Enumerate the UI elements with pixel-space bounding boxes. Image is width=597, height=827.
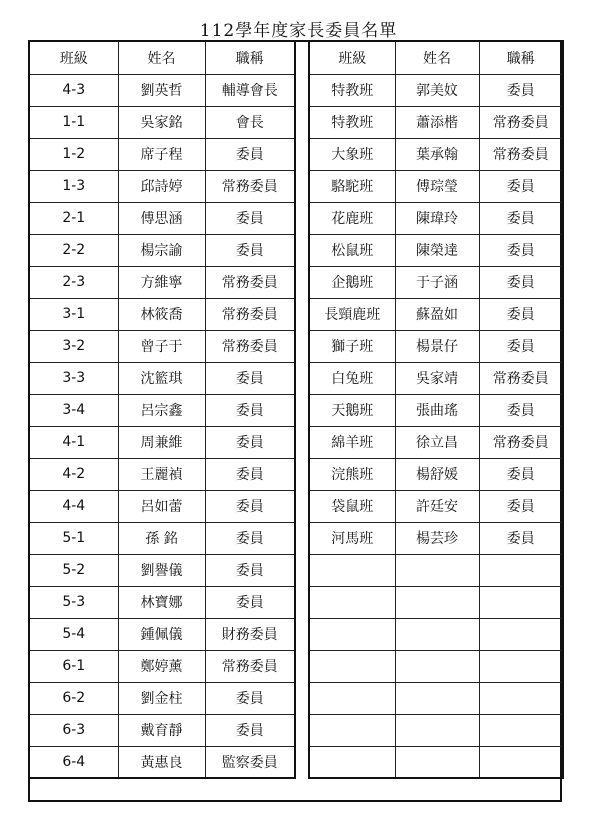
- name-cell: 黃惠良: [118, 746, 205, 778]
- table-row: [29, 74, 295, 106]
- role-cell: 委員: [479, 234, 563, 266]
- class-cell: 白兔班: [309, 362, 395, 394]
- class-cell: [309, 714, 395, 746]
- role-cell: 委員: [205, 490, 295, 522]
- table-row: [29, 298, 295, 330]
- table-row: [29, 138, 295, 170]
- role-cell: 委員: [205, 362, 295, 394]
- role-cell: 委員: [479, 74, 563, 106]
- name-cell: 劉英哲: [118, 74, 205, 106]
- left-header-row: [29, 41, 295, 74]
- header-name: 姓名: [395, 41, 479, 74]
- header-class: 班級: [29, 41, 118, 74]
- name-cell: 楊芸珍: [395, 522, 479, 554]
- name-cell: 葉承翰: [395, 138, 479, 170]
- name-cell: 呂如蕾: [118, 490, 205, 522]
- class-cell: 綿羊班: [309, 426, 395, 458]
- role-cell: 委員: [479, 298, 563, 330]
- table-row: [309, 458, 563, 490]
- class-cell: [309, 618, 395, 650]
- left-member-table: [28, 40, 296, 779]
- class-cell: 1-3: [29, 170, 118, 202]
- role-cell: 輔導會長: [205, 74, 295, 106]
- name-cell: 陳榮達: [395, 234, 479, 266]
- table-row: [309, 554, 563, 586]
- role-cell: 委員: [479, 170, 563, 202]
- name-cell: 劉金柱: [118, 682, 205, 714]
- class-cell: 浣熊班: [309, 458, 395, 490]
- class-cell: 3-3: [29, 362, 118, 394]
- page-title: 112學年度家長委員名單: [199, 21, 398, 41]
- table-row: [309, 426, 563, 458]
- name-cell: 郭美妏: [395, 74, 479, 106]
- name-cell: 許廷安: [395, 490, 479, 522]
- class-cell: 6-2: [29, 682, 118, 714]
- class-cell: 1-1: [29, 106, 118, 138]
- role-cell: 委員: [205, 714, 295, 746]
- class-cell: 5-2: [29, 554, 118, 586]
- role-cell: 常務委員: [205, 330, 295, 362]
- name-cell: 呂宗鑫: [118, 394, 205, 426]
- header-role: 職稱: [479, 41, 563, 74]
- table-row: [29, 490, 295, 522]
- header-role: 職稱: [205, 41, 295, 74]
- name-cell: 戴育靜: [118, 714, 205, 746]
- table-row: [309, 362, 563, 394]
- role-cell: 常務委員: [205, 170, 295, 202]
- role-cell: [479, 554, 563, 586]
- name-cell: 邱詩婷: [118, 170, 205, 202]
- class-cell: [309, 586, 395, 618]
- role-cell: 委員: [479, 458, 563, 490]
- name-cell: [395, 618, 479, 650]
- table-row: [309, 74, 563, 106]
- table-row: [29, 394, 295, 426]
- table-row: [309, 202, 563, 234]
- class-cell: [309, 682, 395, 714]
- table-row: [29, 266, 295, 298]
- name-cell: [395, 650, 479, 682]
- name-cell: 席子程: [118, 138, 205, 170]
- class-cell: 特教班: [309, 106, 395, 138]
- class-cell: [309, 746, 395, 778]
- name-cell: 沈籃琪: [118, 362, 205, 394]
- name-cell: 曾子于: [118, 330, 205, 362]
- role-cell: 委員: [205, 586, 295, 618]
- table-row: [309, 234, 563, 266]
- class-cell: 6-4: [29, 746, 118, 778]
- role-cell: 委員: [479, 522, 563, 554]
- class-cell: 5-3: [29, 586, 118, 618]
- role-cell: 委員: [205, 458, 295, 490]
- role-cell: 委員: [205, 138, 295, 170]
- class-cell: 6-3: [29, 714, 118, 746]
- table-row: [309, 682, 563, 714]
- role-cell: 委員: [205, 394, 295, 426]
- table-row: [29, 682, 295, 714]
- role-cell: [479, 618, 563, 650]
- role-cell: 常務委員: [479, 106, 563, 138]
- class-cell: 駱駝班: [309, 170, 395, 202]
- table-row: [309, 746, 563, 778]
- name-cell: 楊宗諭: [118, 234, 205, 266]
- table-row: [29, 202, 295, 234]
- name-cell: 蘇盈如: [395, 298, 479, 330]
- role-cell: [479, 586, 563, 618]
- role-cell: 委員: [479, 330, 563, 362]
- table-row: [29, 234, 295, 266]
- table-row: [29, 458, 295, 490]
- name-cell: 吳家銘: [118, 106, 205, 138]
- table-row: [29, 714, 295, 746]
- role-cell: 委員: [479, 202, 563, 234]
- class-cell: 6-1: [29, 650, 118, 682]
- class-cell: 3-4: [29, 394, 118, 426]
- name-cell: [395, 586, 479, 618]
- table-row: [309, 138, 563, 170]
- table-row: [309, 650, 563, 682]
- name-cell: 傅琮瑩: [395, 170, 479, 202]
- table-row: [309, 394, 563, 426]
- table-row: [29, 586, 295, 618]
- table-row: [309, 298, 563, 330]
- table-row: [29, 330, 295, 362]
- name-cell: 傅思涵: [118, 202, 205, 234]
- role-cell: 常務委員: [479, 362, 563, 394]
- class-cell: [309, 554, 395, 586]
- name-cell: 林筱喬: [118, 298, 205, 330]
- class-cell: 4-2: [29, 458, 118, 490]
- name-cell: 孫 銘: [118, 522, 205, 554]
- table-row: [29, 522, 295, 554]
- role-cell: 常務委員: [205, 266, 295, 298]
- table-row: [309, 714, 563, 746]
- name-cell: 蕭添楷: [395, 106, 479, 138]
- name-cell: 王麗禎: [118, 458, 205, 490]
- class-cell: 5-4: [29, 618, 118, 650]
- name-cell: [395, 746, 479, 778]
- table-row: [29, 170, 295, 202]
- header-name: 姓名: [118, 41, 205, 74]
- table-row: [29, 554, 295, 586]
- table-row: [309, 490, 563, 522]
- name-cell: 鄭婷薰: [118, 650, 205, 682]
- class-cell: 松鼠班: [309, 234, 395, 266]
- role-cell: 常務委員: [205, 298, 295, 330]
- table-row: [309, 522, 563, 554]
- role-cell: [479, 682, 563, 714]
- class-cell: [309, 650, 395, 682]
- table-row: [309, 266, 563, 298]
- name-cell: [395, 554, 479, 586]
- class-cell: 4-3: [29, 74, 118, 106]
- name-cell: [395, 714, 479, 746]
- name-cell: 鍾佩儀: [118, 618, 205, 650]
- role-cell: 委員: [479, 490, 563, 522]
- role-cell: 委員: [205, 682, 295, 714]
- role-cell: [479, 650, 563, 682]
- role-cell: 委員: [479, 266, 563, 298]
- role-cell: 常務委員: [479, 426, 563, 458]
- table-row: [309, 618, 563, 650]
- class-cell: 2-2: [29, 234, 118, 266]
- table-row: [29, 746, 295, 778]
- right-member-table: [308, 40, 564, 779]
- class-cell: 長頸鹿班: [309, 298, 395, 330]
- table-row: [29, 426, 295, 458]
- class-cell: 天鵝班: [309, 394, 395, 426]
- role-cell: 會長: [205, 106, 295, 138]
- role-cell: 財務委員: [205, 618, 295, 650]
- class-cell: 大象班: [309, 138, 395, 170]
- class-cell: 袋鼠班: [309, 490, 395, 522]
- right-header-row: [309, 41, 563, 74]
- class-cell: 5-1: [29, 522, 118, 554]
- name-cell: 陳瑋玲: [395, 202, 479, 234]
- name-cell: 周兼維: [118, 426, 205, 458]
- role-cell: 監察委員: [205, 746, 295, 778]
- class-cell: 花鹿班: [309, 202, 395, 234]
- table-row: [309, 106, 563, 138]
- class-cell: 獅子班: [309, 330, 395, 362]
- class-cell: 3-2: [29, 330, 118, 362]
- table-row: [309, 170, 563, 202]
- name-cell: 徐立昌: [395, 426, 479, 458]
- class-cell: 2-3: [29, 266, 118, 298]
- name-cell: 方維寧: [118, 266, 205, 298]
- role-cell: 常務委員: [479, 138, 563, 170]
- class-cell: 河馬班: [309, 522, 395, 554]
- role-cell: 委員: [205, 554, 295, 586]
- class-cell: 3-1: [29, 298, 118, 330]
- name-cell: 楊舒媛: [395, 458, 479, 490]
- class-cell: 企鵝班: [309, 266, 395, 298]
- name-cell: 張曲瑤: [395, 394, 479, 426]
- role-cell: 常務委員: [205, 650, 295, 682]
- table-row: [29, 362, 295, 394]
- table-row: [309, 586, 563, 618]
- class-cell: 4-1: [29, 426, 118, 458]
- role-cell: 委員: [205, 234, 295, 266]
- class-cell: 2-1: [29, 202, 118, 234]
- name-cell: [395, 682, 479, 714]
- table-row: [29, 650, 295, 682]
- role-cell: 委員: [205, 426, 295, 458]
- name-cell: 劉譽儀: [118, 554, 205, 586]
- role-cell: 委員: [205, 522, 295, 554]
- name-cell: 林寶娜: [118, 586, 205, 618]
- table-row: [309, 330, 563, 362]
- name-cell: 楊景仔: [395, 330, 479, 362]
- role-cell: [479, 714, 563, 746]
- table-row: [29, 106, 295, 138]
- class-cell: 1-2: [29, 138, 118, 170]
- name-cell: 于子涵: [395, 266, 479, 298]
- class-cell: 4-4: [29, 490, 118, 522]
- table-row: [29, 618, 295, 650]
- role-cell: [479, 746, 563, 778]
- header-class: 班級: [309, 41, 395, 74]
- class-cell: 特教班: [309, 74, 395, 106]
- role-cell: 委員: [479, 394, 563, 426]
- role-cell: 委員: [205, 202, 295, 234]
- name-cell: 吳家靖: [395, 362, 479, 394]
